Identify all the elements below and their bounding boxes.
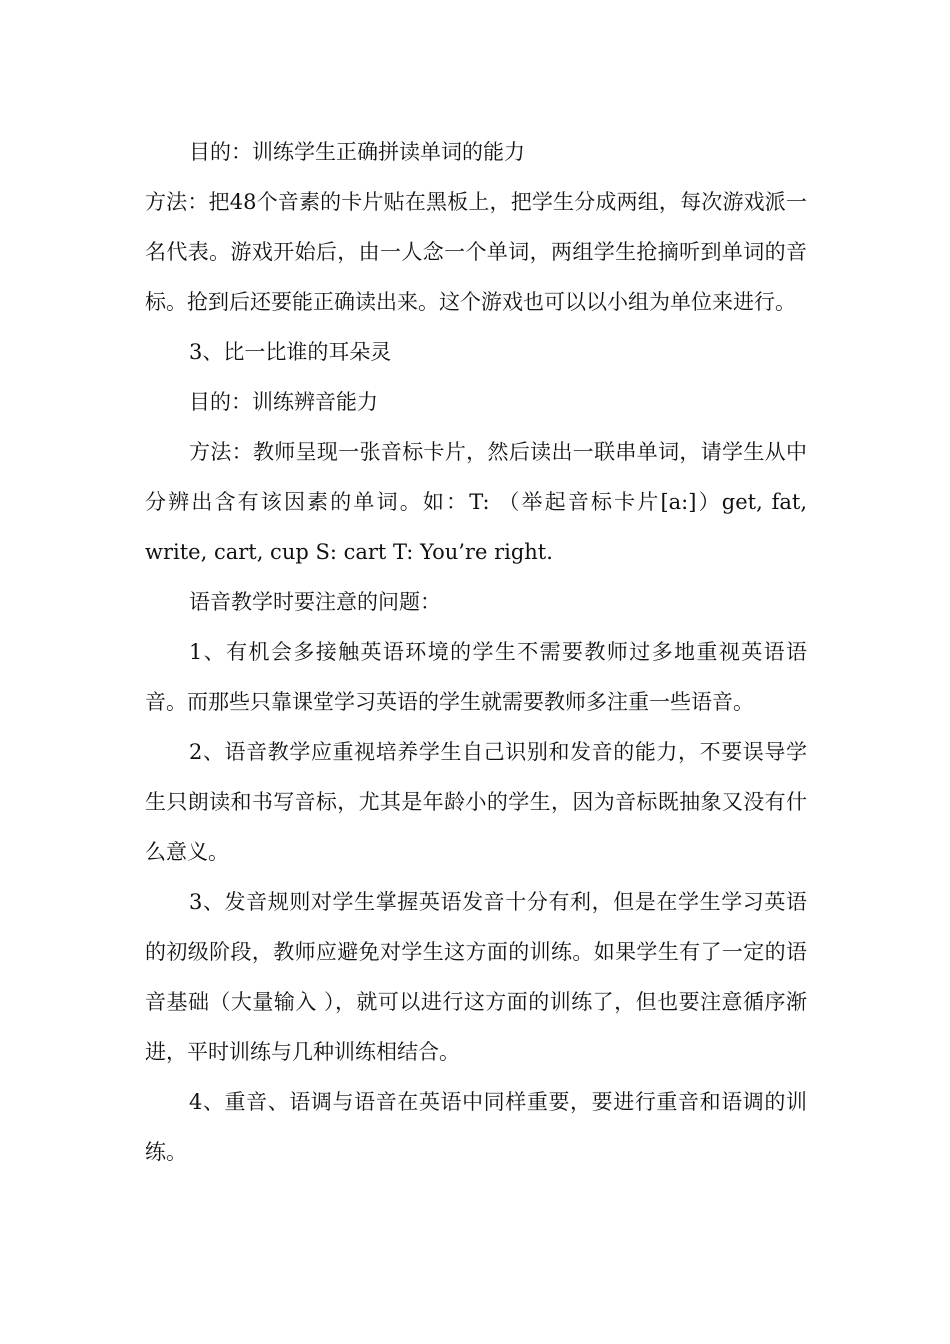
- paragraph-method-1: 方法：把48个音素的卡片贴在黑板上，把学生分成两组，每次游戏派一名代表。游戏开始后，由一人念一个单词，两组学生抢摘听到单词的音标。抢到后还要能正确读出来。这个游戏也可以以小组为单位来进行。: [145, 190, 807, 314]
- paragraph-notes-heading: 语音教学时要注意的问题：: [189, 590, 441, 614]
- paragraph-note-4: 4、重音、语调与语音在英语中同样重要，要进行重音和语调的训练。: [145, 1090, 807, 1164]
- paragraph-note-2: 2、语音教学应重视培养学生自己识别和发音的能力，不要误导学生只朗读和书写音标，尤其是年龄小的学生，因为音标既抽象又没有什么意义。: [145, 740, 807, 864]
- paragraph-heading-game-3: 3、比一比谁的耳朵灵: [189, 340, 392, 364]
- paragraph-purpose-1: 目的：训练学生正确拼读单词的能力: [189, 140, 525, 164]
- paragraph-purpose-2: 目的：训练辨音能力: [189, 390, 378, 414]
- paragraph-method-2: 方法：教师呈现一张音标卡片，然后读出一联串单词，请学生从中分辨出含有该因素的单词。如：T: （举起音标卡片[a:]）get, fat, write, cart, cup S: cart T: You’re right.: [145, 440, 807, 564]
- paragraph-note-3: 3、发音规则对学生掌握英语发音十分有利，但是在学生学习英语的初级阶段，教师应避免对学生这方面的训练。如果学生有了一定的语音基础（大量输入 ），就可以进行这方面的训练了，但也要注意循序渐进，平时训练与几种训练相结合。: [145, 890, 807, 1064]
- document-body: [145, 127, 807, 1177]
- paragraph-note-1: 1、有机会多接触英语环境的学生不需要教师过多地重视英语语音。而那些只靠课堂学习英语的学生就需要教师多注重一些语音。: [145, 640, 807, 714]
